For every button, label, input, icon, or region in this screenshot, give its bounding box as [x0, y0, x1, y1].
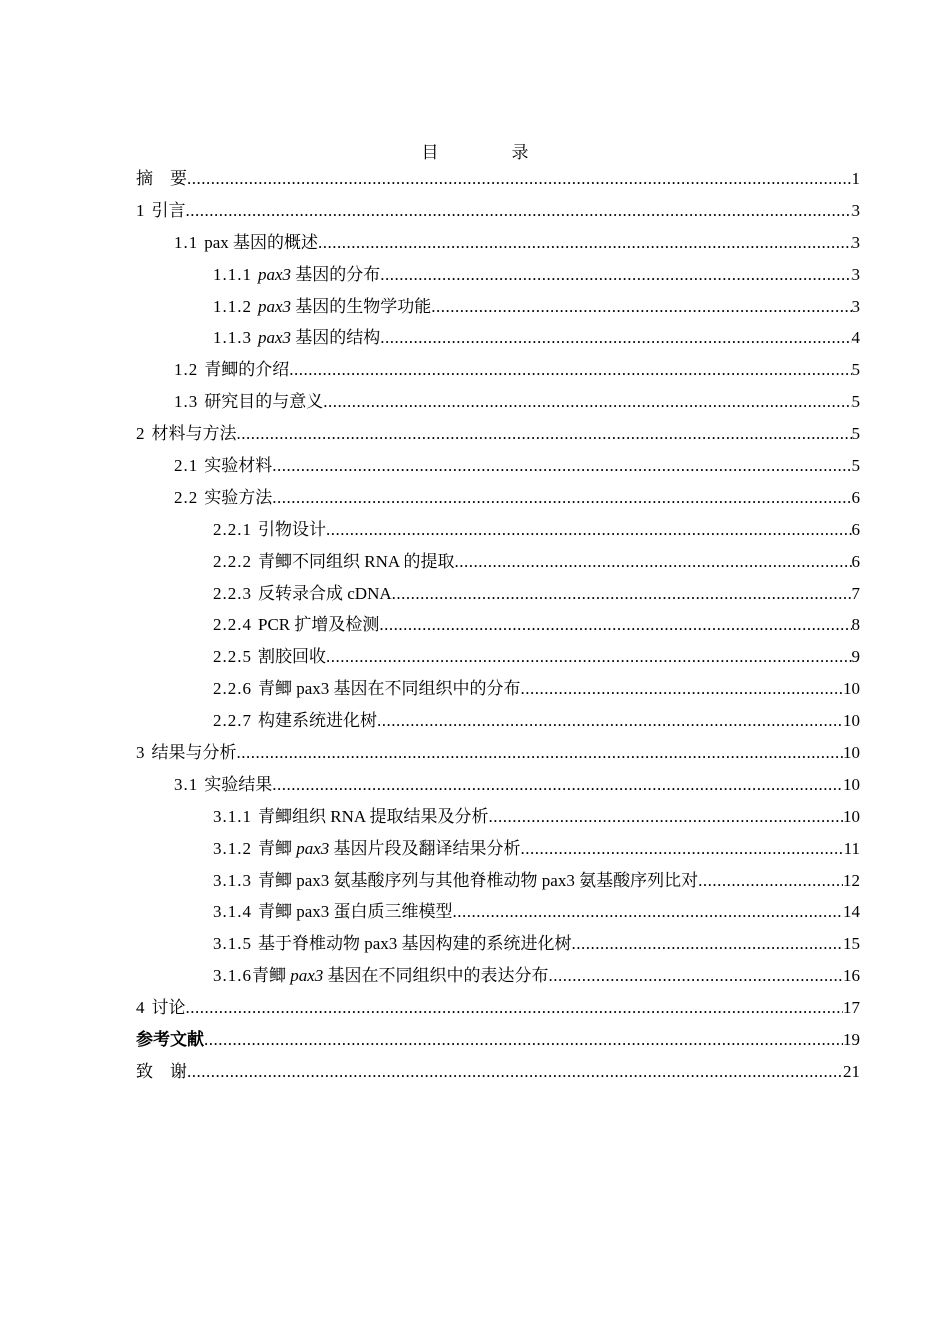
toc-page-number: 11: [843, 838, 860, 858]
toc-entry-text: [136, 418, 237, 450]
section-number: 3.1.1: [213, 806, 252, 826]
toc-page-number: 10: [843, 679, 860, 699]
toc-entry-label: 结果与分析: [151, 743, 237, 763]
toc-entry-text: [213, 546, 454, 578]
toc-entry-3-1-3[interactable]: [136, 865, 860, 897]
toc-page-number: 3: [851, 200, 860, 220]
toc-page-number: 10: [843, 774, 860, 794]
section-number: 2.2.1: [213, 519, 252, 539]
toc-entry-label: 青鲫 pax3 氨基酸序列与其他脊椎动物 pax3 氨基酸序列比对: [258, 870, 699, 890]
toc-entry-label: 构建系统进化树: [258, 711, 377, 731]
dot-leader: [521, 833, 844, 865]
dot-leader: [488, 801, 843, 833]
toc-entry-1[interactable]: [136, 195, 860, 227]
section-number: 1.1.1: [213, 264, 252, 284]
section-number: 2.2.2: [213, 551, 252, 571]
toc-page-number: 12: [843, 870, 860, 890]
toc-page-number: 19: [843, 1030, 860, 1050]
toc-entry-label: 参考文献: [136, 1030, 204, 1050]
dot-leader: [186, 195, 852, 227]
dot-leader: [187, 163, 852, 195]
toc-entry-text: [213, 578, 392, 610]
toc-entry-2-2[interactable]: [136, 482, 860, 514]
toc-page-number: 5: [851, 392, 860, 412]
toc-page-number: 21: [843, 1061, 860, 1081]
toc-entry-label: 青鲫组织 RNA 提取结果及分析: [258, 806, 489, 826]
toc-entry-label: 青鲫 pax3 基因在不同组织中的分布: [258, 679, 521, 699]
toc-entry-1-3[interactable]: [136, 386, 860, 418]
toc-entry-text: [213, 833, 521, 865]
toc-entry-2-2-3[interactable]: [136, 578, 860, 610]
gene-name: pax3: [258, 264, 292, 284]
toc-entry-3-1[interactable]: [136, 769, 860, 801]
section-number: 3.1.4: [213, 902, 252, 922]
section-number: 2.2: [174, 487, 199, 507]
dot-leader: [323, 386, 851, 418]
toc-page-number: 3: [851, 296, 860, 316]
section-number: 1.3: [174, 392, 199, 412]
dot-leader: [272, 482, 851, 514]
dot-leader: [326, 514, 852, 546]
toc-entry-text: [213, 609, 379, 641]
dot-leader: [289, 354, 851, 386]
toc-entry-3-1-5[interactable]: [136, 928, 860, 960]
toc-entry-label: 引言: [151, 200, 186, 220]
section-number: 3: [136, 743, 146, 763]
dot-leader: [453, 896, 843, 928]
toc-entry-1-1-2[interactable]: [136, 291, 860, 323]
toc-entry-text: [213, 259, 380, 291]
dot-leader: [392, 578, 852, 610]
toc-entry-label: 青鲫 pax3 蛋白质三维模型: [258, 902, 453, 922]
toc-entry-text: [174, 482, 272, 514]
toc-page-number: 16: [843, 966, 860, 986]
toc-entry-text: [213, 705, 377, 737]
toc-entry-label: 青鲫: [258, 838, 297, 858]
section-number: 1: [136, 200, 146, 220]
toc-page-number: 17: [843, 998, 860, 1018]
toc-entry-text: [136, 1024, 204, 1056]
toc-entry-text: [213, 928, 572, 960]
toc-entry-label: 基因的分布: [291, 264, 381, 284]
toc-entry-text: [213, 865, 698, 897]
section-number: 2: [136, 424, 146, 444]
toc-entry-label: 青鲫: [252, 966, 291, 986]
toc-entry-3[interactable]: [136, 737, 860, 769]
toc-page-number: 7: [851, 583, 860, 603]
dot-leader: [318, 227, 851, 259]
toc-entry-text: [174, 450, 272, 482]
toc-entry-label-suffix: 基因在不同组织中的表达分布: [323, 966, 549, 986]
section-number: 2.2.3: [213, 583, 252, 603]
toc-entry-1-2[interactable]: [136, 354, 860, 386]
toc-entry-2-2-7[interactable]: [136, 705, 860, 737]
toc-entry-text: [213, 801, 488, 833]
toc-entry-3-1-6[interactable]: [136, 960, 860, 992]
section-number: 4: [136, 998, 146, 1018]
toc-entry-text: [174, 227, 318, 259]
toc-page-number: 5: [851, 456, 860, 476]
dot-leader: [237, 737, 844, 769]
toc-entry-text: [136, 992, 186, 1024]
toc-page-number: 14: [843, 902, 860, 922]
toc-page-number: 15: [843, 934, 860, 954]
toc-entry-label: 引物设计: [258, 519, 326, 539]
gene-name: pax3: [258, 296, 292, 316]
toc-entry-2[interactable]: [136, 418, 860, 450]
toc-entry-2-2-4[interactable]: [136, 609, 860, 641]
toc-page-number: 3: [851, 264, 860, 284]
toc-entry-2-2-2[interactable]: [136, 546, 860, 578]
gene-name: pax3: [290, 966, 324, 986]
section-number: 2.2.7: [213, 711, 252, 731]
toc-entry-abstract[interactable]: [136, 163, 860, 195]
dot-leader: [380, 259, 851, 291]
dot-leader: [237, 418, 852, 450]
toc-entry-text: [213, 291, 431, 323]
toc-entry-text: [213, 514, 326, 546]
toc-entry-text: [174, 354, 289, 386]
toc-page-number: 6: [851, 519, 860, 539]
dot-leader: [326, 641, 852, 673]
section-number: 2.2.5: [213, 647, 252, 667]
dot-leader: [454, 546, 851, 578]
toc-entry-text: [213, 673, 521, 705]
toc-entry-text: [136, 195, 186, 227]
toc-entry-3-1-4[interactable]: [136, 896, 860, 928]
section-number: 2.2.6: [213, 679, 252, 699]
toc-entry-text: [136, 163, 187, 195]
dot-leader: [377, 705, 843, 737]
toc-page-number: 4: [851, 328, 860, 348]
section-number: 3.1.6: [213, 966, 252, 986]
toc-page-number: 5: [851, 424, 860, 444]
toc-entry-label: PCR 扩增及检测: [258, 615, 380, 635]
toc-entry-text: [136, 1056, 187, 1088]
toc-entry-label: 材料与方法: [151, 424, 237, 444]
toc-entry-text: [136, 737, 237, 769]
toc-page-number: 5: [851, 360, 860, 380]
gene-name: pax3: [258, 328, 292, 348]
toc-page-number: 10: [843, 806, 860, 826]
gene-name: pax3: [296, 838, 330, 858]
toc-entry-label: 研究目的与意义: [204, 392, 324, 412]
toc-entry-text: [213, 641, 326, 673]
toc-title: 目 录: [421, 143, 557, 162]
toc-entry-label: 摘 要: [136, 169, 187, 188]
toc-entry-1-1[interactable]: [136, 227, 860, 259]
toc-entry-label: 基因的结构: [291, 328, 381, 348]
toc-list: [136, 163, 860, 1088]
toc-entry-label: 青鲫不同组织 RNA 的提取: [258, 551, 455, 571]
toc-page-number: 3: [851, 232, 860, 252]
section-number: 2.1: [174, 456, 199, 476]
toc-entry-text: [174, 386, 323, 418]
toc-entry-label: 实验方法: [204, 487, 273, 507]
dot-leader: [380, 322, 851, 354]
toc-entry-label: 基因的生物学功能: [291, 296, 432, 316]
toc-entry-text: [213, 960, 549, 992]
toc-entry-text: [213, 322, 380, 354]
toc-entry-2-2-5[interactable]: [136, 641, 860, 673]
toc-entry-2-2-6[interactable]: [136, 673, 860, 705]
toc-entry-label: 致 谢: [136, 1061, 187, 1081]
toc-entry-text: [174, 769, 272, 801]
toc-page-number: 1: [851, 169, 860, 188]
dot-leader: [379, 609, 851, 641]
dot-leader: [186, 992, 844, 1024]
toc-entry-references[interactable]: [136, 1024, 860, 1056]
toc-entry-acknowledgements[interactable]: [136, 1056, 860, 1088]
toc-entry-label: pax 基因的概述: [204, 232, 319, 252]
section-number: 3.1.3: [213, 870, 252, 890]
dot-leader: [204, 1024, 843, 1056]
toc-entry-label: 基于脊椎动物 pax3 基因构建的系统进化树: [258, 934, 572, 954]
toc-page-number: 8: [851, 615, 860, 635]
dot-leader: [431, 291, 851, 323]
toc-entry-label: 讨论: [151, 998, 186, 1018]
dot-leader: [272, 450, 851, 482]
toc-entry-1-1-3[interactable]: [136, 322, 860, 354]
section-number: 3.1: [174, 774, 199, 794]
toc-entry-1-1-1[interactable]: [136, 259, 860, 291]
section-number: 1.1: [174, 232, 199, 252]
dot-leader: [272, 769, 843, 801]
toc-entry-4[interactable]: [136, 992, 860, 1024]
toc-entry-2-1[interactable]: [136, 450, 860, 482]
dot-leader: [521, 673, 843, 705]
toc-page-number: 9: [851, 647, 860, 667]
toc-entry-label: 实验结果: [204, 774, 273, 794]
dot-leader: [698, 865, 843, 897]
dot-leader: [572, 928, 843, 960]
toc-page-number: 10: [843, 743, 860, 763]
section-number: 1.1.3: [213, 328, 252, 348]
toc-page-number: 6: [851, 551, 860, 571]
dot-leader: [549, 960, 843, 992]
dot-leader: [187, 1056, 843, 1088]
section-number: 1.1.2: [213, 296, 252, 316]
toc-entry-label: 割胶回收: [258, 647, 326, 667]
toc-page-number: 10: [843, 711, 860, 731]
toc-entry-label: 青鲫的介绍: [204, 360, 290, 380]
toc-page-number: 6: [851, 487, 860, 507]
toc-entry-label: 实验材料: [204, 456, 273, 476]
section-number: 3.1.2: [213, 838, 252, 858]
section-number: 3.1.5: [213, 934, 252, 954]
toc-entry-3-1-1[interactable]: [136, 801, 860, 833]
toc-entry-label: 反转录合成 cDNA: [258, 583, 392, 603]
toc-entry-2-2-1[interactable]: [136, 514, 860, 546]
toc-entry-label-suffix: 基因片段及翻译结果分析: [329, 838, 521, 858]
section-number: 1.2: [174, 360, 199, 380]
toc-entry-text: [213, 896, 453, 928]
section-number: 2.2.4: [213, 615, 252, 635]
toc-entry-3-1-2[interactable]: [136, 833, 860, 865]
